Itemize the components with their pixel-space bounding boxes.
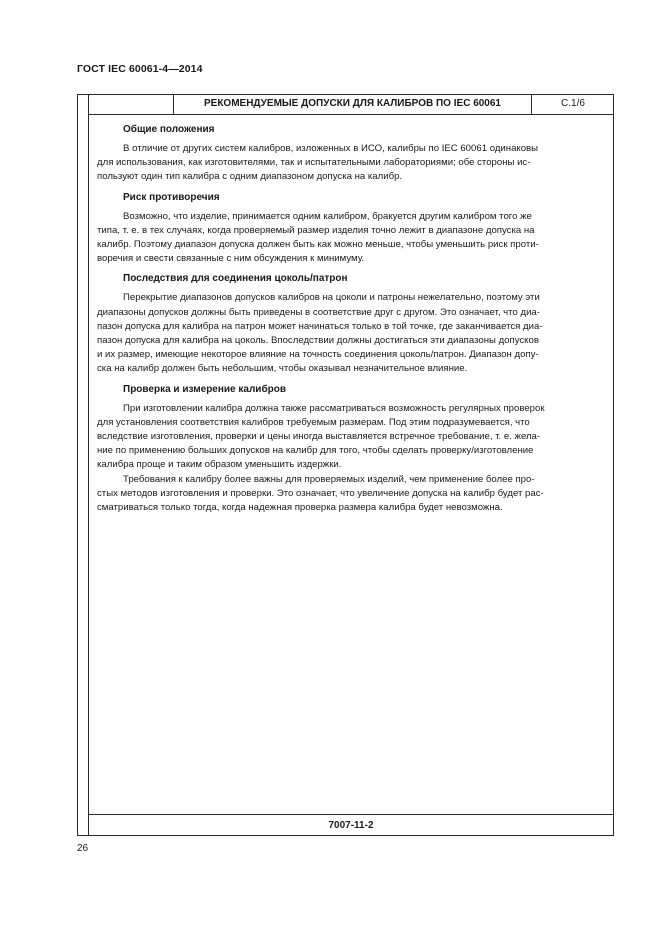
header-blank-cell <box>88 94 174 114</box>
section-verification <box>97 383 605 516</box>
section-consequences <box>97 272 605 376</box>
paragraph: Возможно, что изделие, принимается одним калибром, бракуется другим калибром того же типа, т. е. в тех случаях, когда проверяемый размер изделия точно лежит в диапазоне допуска на калибр. Поэтому диапазон допуска должен быть как можно меньше, чтобы уменьшить риск проти- воречия и свести связанные с ним обсуждения к минимуму. <box>97 210 539 265</box>
paragraph: В отличие от других систем калибров, изложенных в ИСО, калибры по IEC 60061 одинаковы для использования, как изготовителями, так и испытательными лабораториями; обе стороны ис- пользуют один тип калибра с одним диапазоном допуска на калибр. <box>97 143 539 183</box>
section-general <box>97 123 605 185</box>
sheet-code: 7007-11-2 <box>328 820 374 831</box>
section-heading: Общие положения <box>123 124 215 135</box>
paragraph: При изготовлении калибра должна также рассматриваться возможность регулярных проверок для установления соответствия калибров требуемым размерам. Под этим подразумевается, что вследствие изготовления, проверки и цены иногда выставляется встречное требование, т. е. жела- ние по применению больших допусков на калибр для того, чтобы сделать проверку/изготовление калибра проще и таким образом уменьшить издержки. <box>97 402 545 471</box>
paragraph: Требования к калибру более важны для проверяемых изделий, чем применение более про- стых методов изготовления и проверки. Это означает, что увеличение допуска на калибр будет рас- сматриваться только тогда, когда надежная проверка размера калибра будет невозможна. <box>97 473 544 514</box>
section-heading: Риск противоречия <box>123 191 220 203</box>
document-code: ГОСТ IEC 60061-4—2014 <box>77 63 203 75</box>
sheet-title: РЕКОМЕНДУЕМЫЕ ДОПУСКИ ДЛЯ КАЛИБРОВ ПО IEC 60061 <box>174 94 532 114</box>
paragraph: Перекрытие диапазонов допусков калибров на цоколи и патроны нежелательно, поэтому эти диапазоны допусков должны быть приведены в соответствие друг с другом. Это означает, что диа- пазон допуска для калибра на патрон может начинаться только в той точке, где заканчивается диа- пазон допуска для калибра на цоколь. Впоследствии должны достигаться эти диапазоны допусков и их размер, имеющие некоторое влияние на точность соединения цоколь/патрон. Диапазон допу- ска на калибр должен быть небольшим, чтобы оказывал незначительное влияние. <box>97 292 543 375</box>
sheet-footer <box>88 814 614 836</box>
section-heading: Последствия для соединения цоколь/патрон <box>123 273 348 285</box>
frame-binding-line <box>88 94 89 836</box>
section-risk <box>97 191 605 267</box>
sheet-number: С.1/6 <box>561 98 585 109</box>
sheet-header <box>88 94 614 115</box>
sheet-content <box>97 123 605 521</box>
section-heading: Проверка и измерение калибров <box>123 383 286 395</box>
page-number: 26 <box>77 843 89 854</box>
standard-sheet-frame <box>77 94 614 836</box>
